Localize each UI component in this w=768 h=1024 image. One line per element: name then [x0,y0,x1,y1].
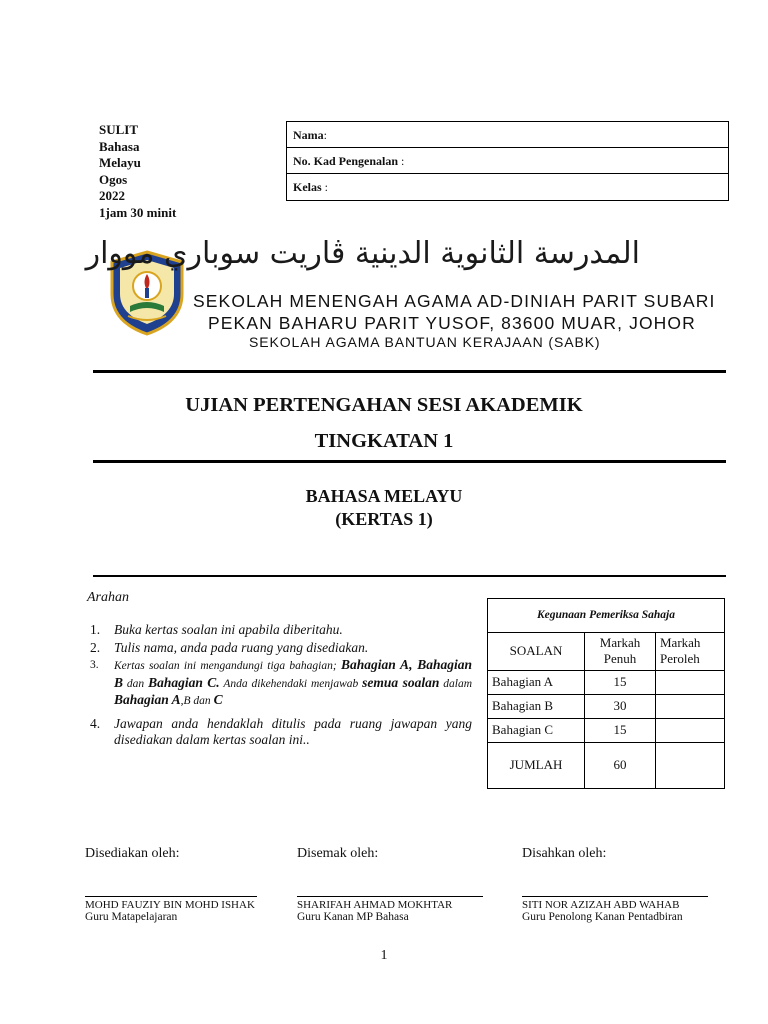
instruction-text: Jawapan anda hendaklah ditulis pada ruang jawapan yang disediakan dalam kertas soalan ini.. [114,715,472,747]
total-row [488,742,724,788]
signature-line [85,896,257,897]
instruction-text-part: Anda dikehendaki menjawab [219,677,363,690]
instruction-number: 3. [90,659,99,671]
section-cell: Bahagian A [488,670,585,694]
exam-subject: BAHASA MELAYU [305,486,463,506]
ic-colon: : [398,154,405,168]
instruction-text: Tulis nama, anda pada ruang yang disediakan. [114,639,369,655]
header-cell: Markah Peroleh [656,633,725,670]
instruction-text-part: Kertas soalan ini mengandungi tiga bahagian; [114,660,341,672]
instruction-number: 1. [90,622,101,637]
name-label: Nama [293,128,324,142]
marks-obtained-cell[interactable] [656,670,725,694]
total-label-cell: JUMLAH [488,742,585,788]
page-number: 1 [380,948,388,963]
instruction-bold-part: Bahagian C. [148,674,220,690]
table-row [488,694,724,718]
meta-year: 2022 [99,188,125,204]
signature-approved [522,846,708,923]
instruction-number: 4. [90,715,101,731]
signature-name: MOHD FAUZIY BIN MOHD ISHAK [85,899,255,911]
signature-role: Guru Kanan MP Bahasa [297,911,409,923]
signature-role: Guru Matapelajaran [85,911,178,923]
instruction-text-part: dalam [439,677,472,690]
header-cell: SOALAN [488,633,585,670]
marks-obtained-cell[interactable] [656,718,725,742]
class-colon: : [321,180,329,194]
signature-prepared [85,846,257,923]
full-marks-cell: 15 [585,670,656,694]
meta-classification: SULIT [99,122,139,137]
instruction-text: Buka kertas soalan ini apabila diberitahu. [114,622,343,637]
section-cell: Bahagian B [488,694,585,718]
school-name: SEKOLAH MENENGAH AGAMA AD-DINIAH PARIT SUBARI [193,291,716,311]
meta-duration: 1jam 30 minit [99,204,177,220]
table-header-row [488,633,724,670]
exam-form: TINGKATAN 1 [314,430,454,452]
school-address: PEKAN BAHARU PARIT YUSOF, 83600 MUAR, JOHOR [208,313,696,333]
instruction-text-part: dan [123,677,149,690]
exam-title: UJIAN PERTENGAHAN SESI AKADEMIK [185,394,583,416]
meta-subject-2: Melayu [99,155,141,171]
divider-middle [93,460,726,463]
instruction-bold-part: Bahagian A [114,692,181,707]
full-marks-cell: 30 [585,694,656,718]
school-type: SEKOLAH AGAMA BANTUAN KERAJAAN (SABK) [249,334,601,350]
exam-paper: (KERTAS 1) [335,509,433,529]
instruction-text-part: ,B dan [180,695,214,707]
instruction-bold-part: Bahagian A, Bahagian B [114,657,473,690]
header-cell: Markah Penuh [585,633,656,670]
divider-top [93,370,726,373]
signature-label: Disemak oleh: [297,846,379,861]
meta-month: Ogos [99,171,128,187]
examiner-table [487,598,725,789]
full-marks-cell: 15 [585,718,656,742]
signature-label: Disahkan oleh: [522,846,607,861]
candidate-details-box [286,121,729,201]
name-field[interactable] [287,122,728,148]
instruction-bold-part: semua soalan [362,674,440,690]
school-arabic-name: المدرسة الثانوية الدينية ڤاريت سوباري مووار [85,236,640,271]
signature-name: SHARIFAH AHMAD MOKHTAR [297,899,453,911]
table-row [488,718,724,742]
signature-line [297,896,483,897]
instructions-list [90,622,472,750]
total-full-cell: 60 [585,742,656,788]
marks-obtained-cell[interactable] [656,694,725,718]
signature-reviewed [297,846,483,923]
class-field[interactable] [287,174,728,200]
instructions-heading: Arahan [87,590,129,605]
ic-number-label: No. Kad Pengenalan [293,154,399,168]
name-colon: : [323,128,328,142]
signature-label: Disediakan oleh: [85,846,180,861]
table-row [488,670,724,694]
paper-meta [99,122,176,222]
signature-line [522,896,708,897]
marks-table [488,633,724,788]
class-label: Kelas [293,180,322,194]
instruction-item [90,716,472,749]
signature-name: SITI NOR AZIZAH ABD WAHAB [522,899,680,911]
instruction-bold-part: C [213,692,223,707]
signature-role: Guru Penolong Kanan Pentadbiran [522,911,683,923]
instruction-item [90,657,472,710]
total-obtained-cell[interactable] [656,742,725,788]
section-cell: Bahagian C [488,718,585,742]
examiner-table-caption: Kegunaan Pemeriksa Sahaja [488,599,724,633]
divider-bottom [93,575,726,577]
instruction-text [114,657,472,710]
instruction-item [90,622,472,639]
meta-subject-1: Bahasa [99,138,140,154]
ic-number-field[interactable] [287,148,728,174]
instruction-number: 2. [90,639,101,655]
instruction-item [90,640,472,657]
